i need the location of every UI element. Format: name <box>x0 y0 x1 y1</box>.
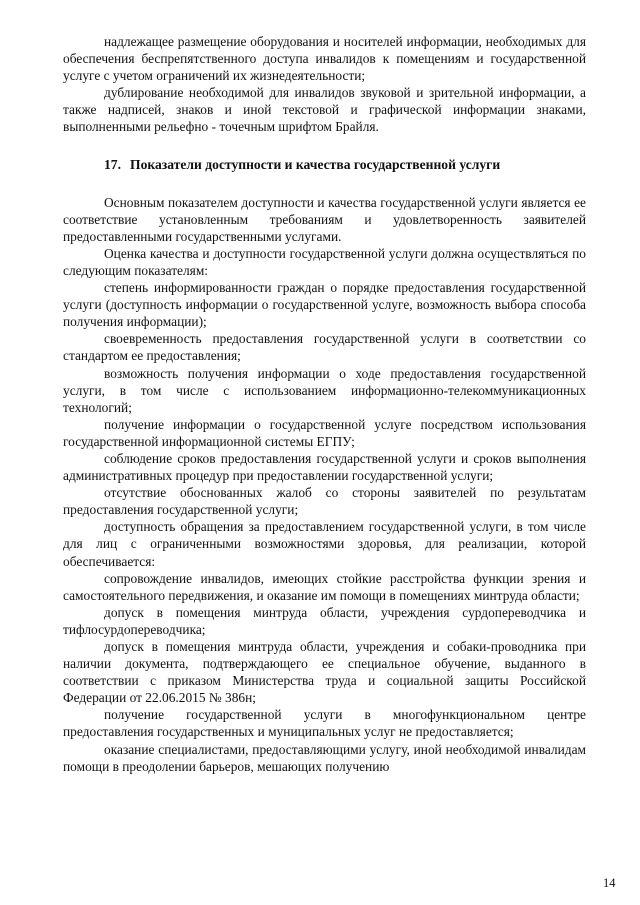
paragraph: дублирование необходимой для инвалидов звуковой и зрительной информации, а также надписей, знаков и иной текстовой и графической информации знаками, выполненными рельефно - точечным шрифтом Брайля. <box>63 85 586 135</box>
document-page <box>63 0 616 905</box>
section-heading <box>63 156 586 173</box>
list-item: допуск в помещения минтруда области, учреждения и собаки-проводника при наличии документа, подтверждающего ее специальное обучение, выданного в соответствии с приказом Министерства труда и социальной защиты Российской Федерации от 22.06.2015 № 386н; <box>63 639 586 706</box>
list-item: степень информированности граждан о порядке предоставления государственной услуги (доступность информации о государственной услуге, возможность выбора способа получения информации); <box>63 280 586 330</box>
paragraph: Оценка качества и доступности государственной услуги должна осуществляться по следующим показателям: <box>63 245 586 278</box>
paragraph: Основным показателем доступности и качества государственной услуги является ее соответствие установленным требованиям и удовлетворенность заявителей предоставленными государственными услугами. <box>63 194 586 244</box>
paragraph: надлежащее размещение оборудования и носителей информации, необходимых для обеспечения беспрепятственного доступа инвалидов к помещениям и государственной услуге с учетом ограничений их жизнедеятельности; <box>63 34 586 84</box>
list-item: допуск в помещения минтруда области, учреждения сурдопереводчика и тифлосурдопереводчика; <box>63 604 586 637</box>
list-item: отсутствие обоснованных жалоб со стороны заявителей по результатам предоставления государственной услуги; <box>63 485 586 518</box>
list-item: своевременность предоставления государственной услуги в соответствии со стандартом ее предоставления; <box>63 331 586 364</box>
list-item: доступность обращения за предоставлением государственной услуги, в том числе для лиц с ограниченными возможностями здоровья, для реализации, которой обеспечивается: <box>63 519 586 569</box>
list-item: соблюдение сроков предоставления государственной услуги и сроков выполнения административных процедур при предоставлении государственной услуги; <box>63 450 586 484</box>
page-number: 14 <box>603 876 616 890</box>
section-number: 17. <box>104 156 121 172</box>
list-item: получение государственной услуги в многофункциональном центре предоставления государственных и муниципальных услуг не предоставляется; <box>63 707 586 740</box>
list-item: получение информации о государственной услуге посредством использования государственной информационной системы ЕГПУ; <box>63 416 586 449</box>
section-title: Показатели доступности и качества государственной услуги <box>130 156 501 172</box>
list-item: оказание специалистами, предоставляющими услугу, иной необходимой инвалидам помощи в преодолении барьеров, мешающих получению <box>63 741 586 774</box>
list-item: сопровождение инвалидов, имеющих стойкие расстройства функции зрения и самостоятельного передвижения, и оказание им помощи в помещениях минтруда области; <box>63 570 586 603</box>
document-body <box>63 33 586 775</box>
list-item: возможность получения информации о ходе предоставления государственной услуги, в том числе с использованием информационно-телекоммуникационных технологий; <box>63 365 586 415</box>
